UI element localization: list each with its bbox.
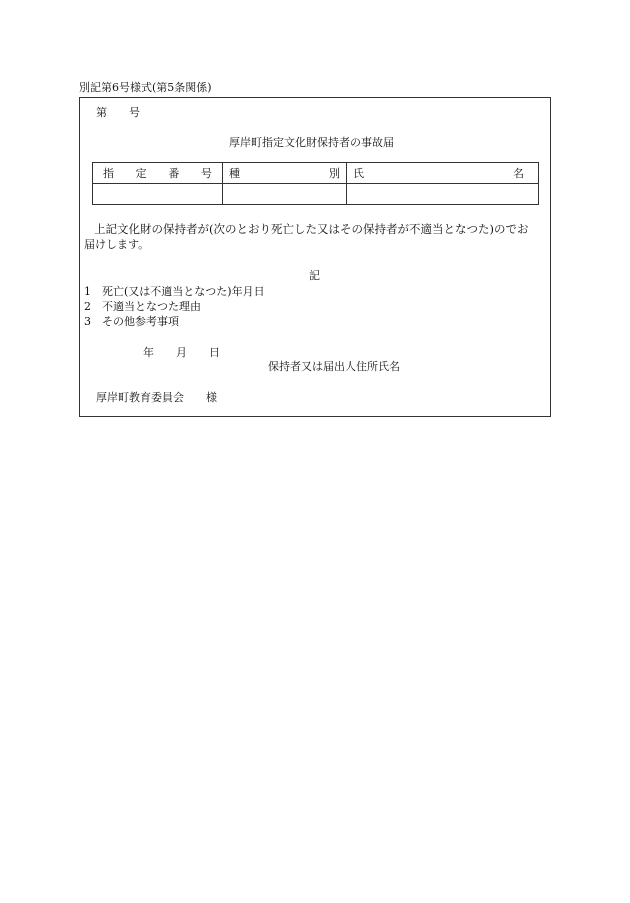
ki-heading: 記: [309, 269, 320, 282]
table-header-row: [93, 163, 539, 184]
number-label: 第 号: [96, 106, 140, 119]
table-row: [93, 184, 539, 205]
body-text-line-1: 上記文化財の保持者が(次のとおり死亡した又はその保持者が不適当となつた)のでお: [94, 222, 529, 236]
registration-table: [92, 162, 539, 205]
form-title: 厚岸町指定文化財保持者の事故届: [229, 136, 394, 149]
header-name: 氏 名: [347, 163, 539, 184]
form-caption: 別記第6号様式(第5条関係): [79, 81, 212, 94]
header-designation-number: 指 定 番 号: [93, 163, 223, 184]
date-line: 年 月 日: [143, 346, 220, 359]
designation-number-cell[interactable]: [93, 184, 223, 205]
item-3: 3 その他参考事項: [84, 315, 179, 328]
addressee-line: 厚岸町教育委員会 様: [96, 391, 217, 404]
item-1: 1 死亡(又は不適当となつた)年月日: [84, 285, 265, 298]
body-text-line-2: 届けします。: [84, 238, 150, 251]
category-cell[interactable]: [223, 184, 347, 205]
applicant-line: 保持者又は届出人住所氏名: [268, 360, 400, 373]
header-category: 種 別: [223, 163, 347, 184]
item-2: 2 不適当となつた理由: [84, 300, 201, 313]
name-cell[interactable]: [347, 184, 539, 205]
